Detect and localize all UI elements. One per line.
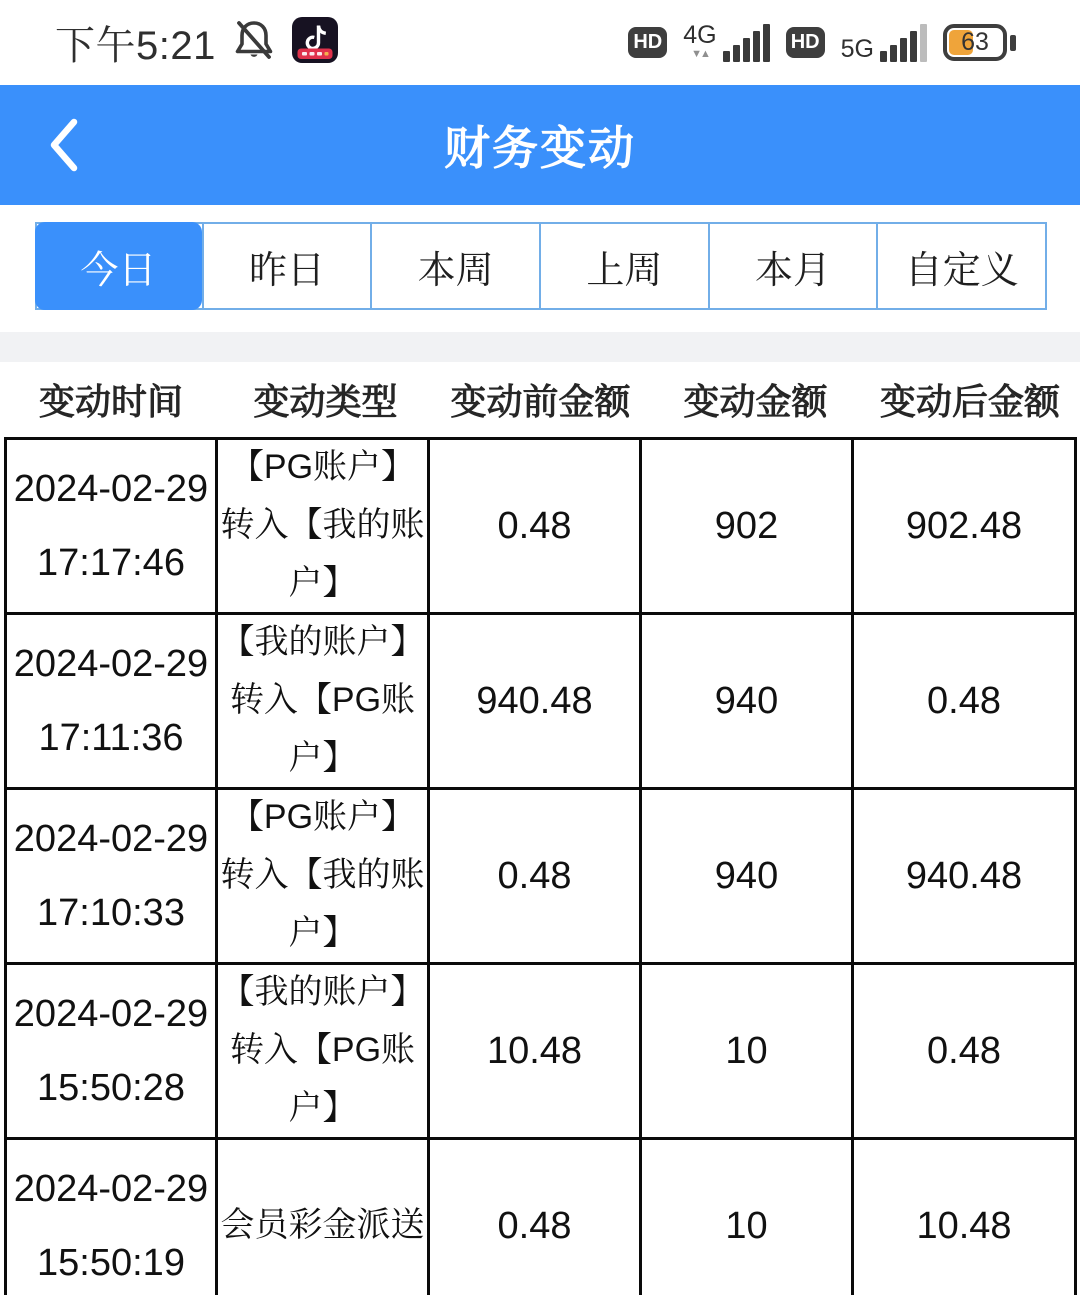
- network-type-label-2: 5G: [840, 34, 874, 63]
- cell-change-amount: 940: [642, 790, 854, 962]
- cell-before-amount: 10.48: [430, 965, 642, 1137]
- cell-change-amount: 10: [642, 1140, 854, 1295]
- hd-voice-icon-2: HD: [786, 27, 825, 58]
- cell-type: 【PG账户】转入【我的账户】: [218, 440, 430, 612]
- table-row: [7, 965, 1074, 1140]
- battery-percent: 63: [961, 28, 989, 56]
- date-range-tabs: [35, 222, 1047, 310]
- data-activity-arrows: ▼▲: [691, 48, 709, 61]
- cell-type: 【我的账户】转入【PG账户】: [218, 965, 430, 1137]
- tab-this-week[interactable]: 本周: [370, 224, 539, 308]
- douyin-app-icon: [292, 17, 338, 68]
- cell-time: 2024-02-29 17:10:33: [7, 790, 218, 962]
- cell-change-amount: 10: [642, 965, 854, 1137]
- table-row: [7, 440, 1074, 615]
- cell-time: 2024-02-29 17:11:36: [7, 615, 218, 787]
- app-header: [0, 85, 1080, 205]
- cell-before-amount: 0.48: [430, 1140, 642, 1295]
- col-header-before: 变动前金额: [450, 381, 631, 422]
- clock-time: 下午5:21: [55, 24, 216, 68]
- tab-custom[interactable]: 自定义: [876, 224, 1045, 308]
- col-header-after: 变动后金额: [879, 381, 1060, 422]
- transactions-table: [4, 437, 1077, 1295]
- back-button[interactable]: [44, 115, 88, 175]
- cell-after-amount: 10.48: [916, 1204, 1012, 1247]
- cell-type: 【PG账户】转入【我的账户】: [218, 790, 430, 962]
- table-row: [7, 790, 1074, 965]
- col-header-time: 变动时间: [38, 381, 183, 422]
- col-header-amount: 变动金额: [683, 381, 828, 422]
- tab-today[interactable]: 今日: [35, 222, 202, 310]
- cell-time: 2024-02-29 17:17:46: [7, 440, 218, 612]
- cell-change-amount: 902: [642, 440, 854, 612]
- chevron-left-icon: [44, 115, 82, 175]
- cell-change-amount: 940: [642, 615, 854, 787]
- cell-type: 会员彩金派送: [218, 1140, 430, 1295]
- cell-before-amount: 940.48: [430, 615, 642, 787]
- bell-muted-icon: [230, 16, 278, 69]
- cell-type: 【我的账户】转入【PG账户】: [218, 615, 430, 787]
- cell-before-amount: 0.48: [430, 440, 642, 612]
- cell-after-amount: 902.48: [905, 504, 1023, 547]
- signal-4g-icon: [683, 23, 769, 61]
- section-divider: [0, 332, 1080, 362]
- cell-before-amount: 0.48: [430, 790, 642, 962]
- signal-5g-icon: [841, 24, 927, 62]
- col-header-type: 变动类型: [253, 381, 398, 422]
- cell-time: 2024-02-29 15:50:28: [7, 965, 218, 1137]
- tab-last-week[interactable]: 上周: [539, 224, 708, 308]
- table-row: [7, 615, 1074, 790]
- tab-this-month[interactable]: 本月: [708, 224, 877, 308]
- hd-voice-icon-1: HD: [628, 27, 667, 58]
- status-bar: [0, 0, 1080, 85]
- cell-time: 2024-02-29 15:50:19: [7, 1140, 218, 1295]
- cell-after-amount: 940.48: [905, 854, 1023, 897]
- tab-yesterday[interactable]: 昨日: [202, 224, 371, 308]
- page-title: 财务变动: [444, 122, 636, 174]
- table-header-row: [4, 362, 1077, 437]
- table-row: [7, 1140, 1074, 1295]
- cell-after-amount: 0.48: [927, 1029, 1001, 1072]
- cell-after-amount: 0.48: [927, 679, 1001, 722]
- network-type-label-1: 4G: [683, 21, 717, 50]
- battery-icon: [943, 24, 1016, 61]
